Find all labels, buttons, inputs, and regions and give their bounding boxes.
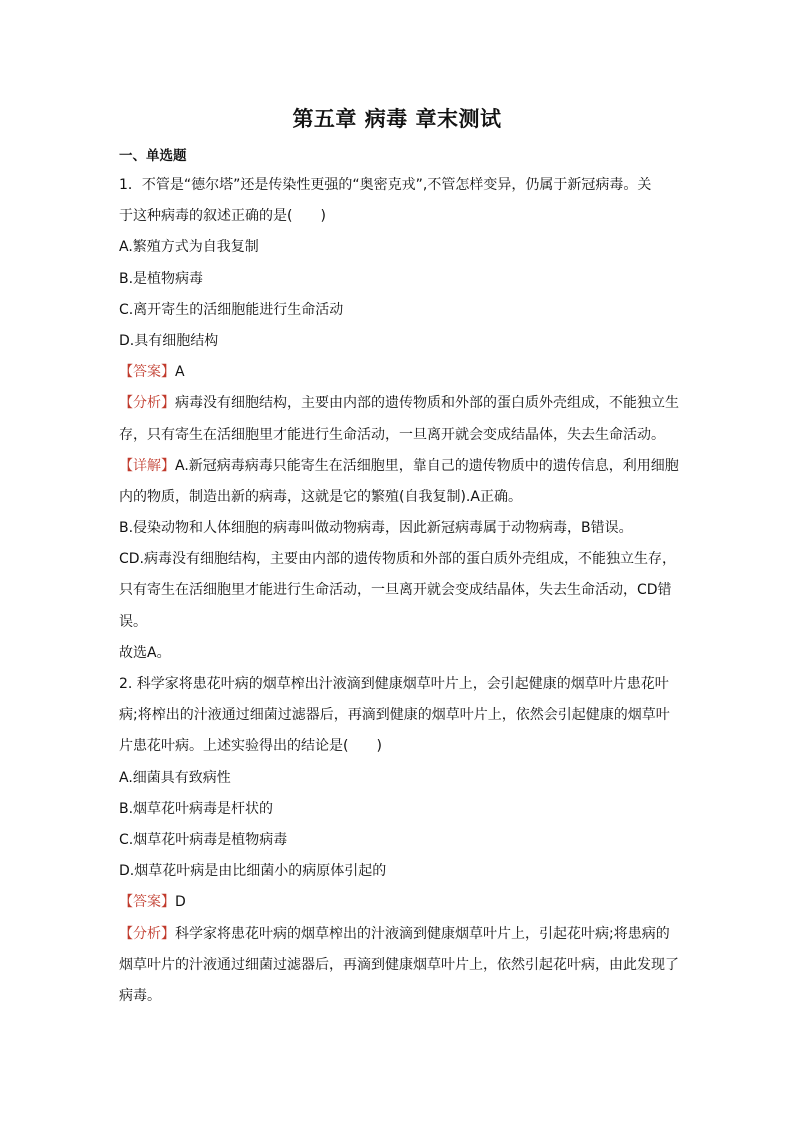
answer-tag: 【分析】 (119, 395, 175, 412)
text-line (119, 919, 681, 950)
text-line: 存，只有寄生在活细胞里才能进行生命活动，一旦离开就会变成结晶体，失去生命活动。 (119, 426, 665, 443)
text-line: 故选A。 (119, 644, 171, 661)
text-line: A.繁殖方式为自我复制 (119, 239, 259, 256)
text-line: C.离开寄生的活细胞能进行生命活动 (119, 301, 344, 318)
answer-tag: 【详解】 (119, 457, 175, 474)
text-line: C.烟草花叶病毒是植物病毒 (119, 831, 288, 848)
text-line (119, 451, 681, 482)
text-line: 1．不管是“德尔塔”还是传染性更强的“奥密克戎”,不管怎样变异，仍属于新冠病毒。关 (119, 177, 652, 193)
text-line: 误。 (119, 613, 147, 630)
text-line: 病毒。 (119, 987, 161, 1004)
text-line: D.具有细胞结构 (119, 332, 219, 349)
text-line (119, 388, 681, 419)
text-line: 病;将榨出的汁液通过细菌过滤器后，再滴到健康的烟草叶片上，依然会引起健康的烟草叶 (119, 707, 670, 724)
text-line: A.细菌具有致病性 (119, 769, 231, 786)
text-line (119, 887, 681, 918)
line-text: D (175, 894, 186, 911)
section-heading: 一、单选题 (119, 148, 187, 164)
page-title: 第五章 病毒 章末测试 (292, 107, 502, 131)
text-line (119, 357, 681, 388)
text-line: B.侵染动物和人体细胞的病毒叫做动物病毒，因此新冠病毒属于动物病毒，B错误。 (119, 520, 633, 537)
text-line: 烟草叶片的汁液通过细菌过滤器后，再滴到健康烟草叶片上，依然引起花叶病，由此发现了 (119, 956, 679, 973)
text-line: 内的物质，制造出新的病毒，这就是它的繁殖(自我复制).A正确。 (119, 488, 522, 505)
line-text: A.新冠病毒病毒只能寄生在活细胞里，靠自己的遗传物质中的遗传信息，利用细胞 (175, 457, 679, 474)
text-line: 只有寄生在活细胞里才能进行生命活动，一旦离开就会变成结晶体，失去生命活动，CD错 (119, 582, 672, 599)
document-body (119, 170, 681, 1012)
text-line: D.烟草花叶病是由比细菌小的病原体引起的 (119, 863, 387, 880)
line-text: A (175, 364, 185, 381)
line-text: 病毒没有细胞结构，主要由内部的遗传物质和外部的蛋白质外壳组成，不能独立生 (175, 395, 679, 412)
answer-tag: 【答案】 (119, 364, 175, 381)
text-line: B.烟草花叶病毒是杆状的 (119, 800, 274, 817)
answer-tag: 【分析】 (119, 925, 175, 942)
text-line: CD.病毒没有细胞结构，主要由内部的遗传物质和外部的蛋白质外壳组成，不能独立生存， (119, 551, 677, 568)
line-text: 科学家将患花叶病的烟草榨出的汁液滴到健康烟草叶片上，引起花叶病;将患病的 (175, 925, 670, 942)
text-line: B.是植物病毒 (119, 270, 204, 287)
text-line: 于这种病毒的叙述正确的是( ) (119, 208, 326, 225)
text-line: 片患花叶病。上述实验得出的结论是( ) (119, 738, 382, 755)
text-line: 2. 科学家将患花叶病的烟草榨出汁液滴到健康烟草叶片上，会引起健康的烟草叶片患花叶 (119, 676, 669, 692)
answer-tag: 【答案】 (119, 894, 175, 911)
